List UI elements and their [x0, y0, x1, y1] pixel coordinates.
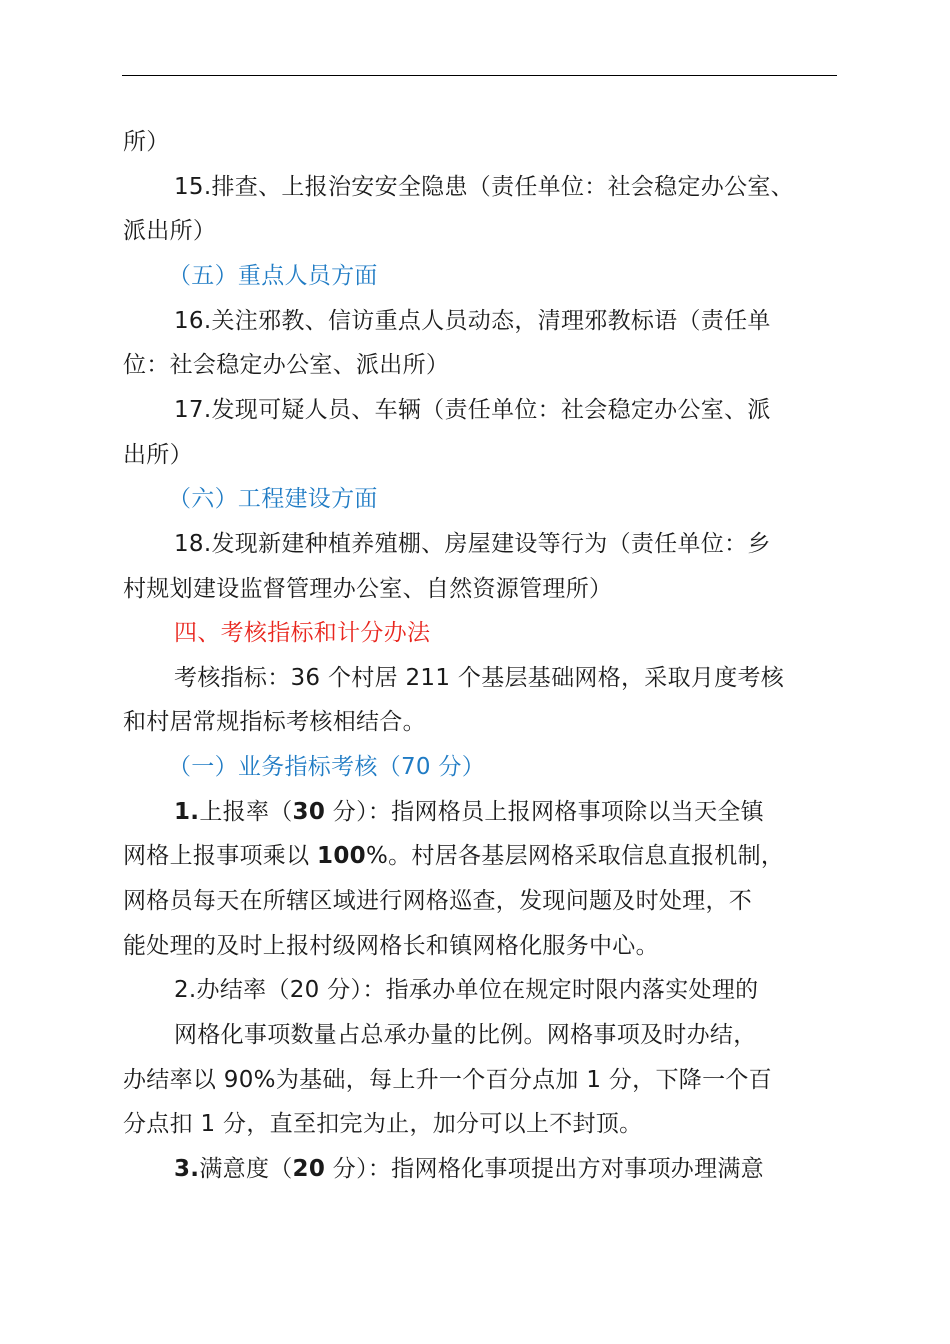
item-text: 分）：指网格员上报网格事项除以当天全镇 — [325, 799, 764, 825]
text-line: 网格员每天在所辖区域进行网格巡查，发现问题及时处理，不 — [123, 888, 753, 914]
score-value: 30 — [292, 799, 326, 825]
list-item-18: 18.发现新建种植养殖棚、房屋建设等行为（责任单位：乡 — [174, 531, 771, 557]
list-item-satisfaction — [174, 1154, 764, 1184]
section-heading-6: （六）工程建设方面 — [168, 486, 378, 512]
text-line: 网格化事项数量占总承办量的比例。网格事项及时办结， — [174, 1022, 757, 1048]
text-line: 派出所） — [123, 218, 217, 244]
header-rule — [122, 75, 837, 76]
list-item-completion-rate: 2.办结率（20 分）：指承办单位在规定时限内落实处理的 — [174, 977, 759, 1003]
section-heading-1: （一）业务指标考核（70 分） — [168, 754, 486, 780]
score-value: 20 — [292, 1156, 326, 1182]
item-text: 网格上报事项乘以 — [123, 843, 318, 869]
text-line: 所） — [123, 129, 170, 155]
text-line: 和村居常规指标考核相结合。 — [123, 709, 426, 735]
paragraph-assessment-index: 考核指标：36 个村居 211 个基层基础网格，采取月度考核 — [174, 665, 785, 691]
item-text: %。村居各基层网格采取信息直报机制， — [365, 843, 785, 869]
list-item-16: 16.关注邪教、信访重点人员动态，清理邪教标语（责任单 — [174, 308, 771, 334]
text-line: 办结率以 90%为基础，每上升一个百分点加 1 分，下降一个百 — [123, 1067, 772, 1093]
text-line: 能处理的及时上报村级网格长和镇网格化服务中心。 — [123, 933, 659, 959]
item-title: 满意度（ — [199, 1156, 293, 1182]
list-item-17: 17.发现可疑人员、车辆（责任单位：社会稳定办公室、派 — [174, 397, 771, 423]
item-title: 上报率（ — [199, 799, 293, 825]
list-item-15: 15.排查、上报治安安全隐患（责任单位：社会稳定办公室、 — [174, 174, 794, 200]
item-number: 1. — [174, 799, 200, 825]
text-line — [123, 841, 784, 871]
text-line: 出所） — [123, 442, 193, 468]
section-heading-5: （五）重点人员方面 — [168, 263, 378, 289]
item-number: 3. — [174, 1156, 200, 1182]
percent-value: 100 — [317, 843, 366, 869]
text-line: 位：社会稳定办公室、派出所） — [123, 352, 450, 378]
item-text: 分）：指网格化事项提出方对事项办理满意 — [325, 1156, 764, 1182]
list-item-report-rate — [174, 797, 764, 827]
text-line: 分点扣 1 分，直至扣完为止，加分可以上不封顶。 — [123, 1111, 643, 1137]
text-line: 村规划建设监督管理办公室、自然资源管理所） — [123, 576, 613, 602]
main-heading-4: 四、考核指标和计分办法 — [174, 620, 431, 646]
